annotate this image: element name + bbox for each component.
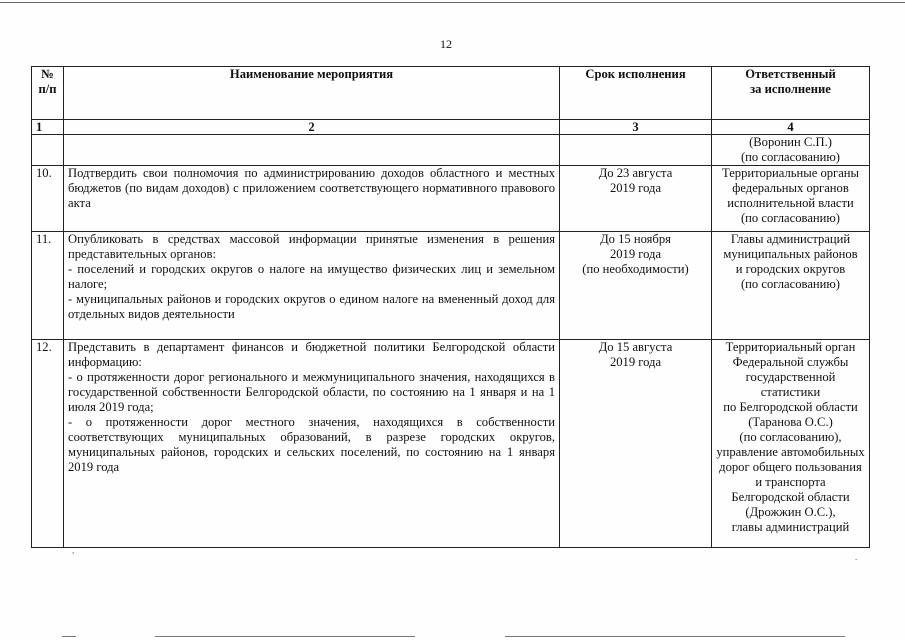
table-row bbox=[32, 340, 870, 548]
responsible: Территориальные органы федеральных органов исполнительной власти (по согласованию) bbox=[712, 166, 870, 232]
table-row bbox=[32, 232, 870, 340]
header-term: Срок исполнения bbox=[560, 67, 712, 120]
deadline: До 15 августа 2019 года bbox=[560, 340, 712, 548]
measure-paragraph: - поселений и городских округов о налоге на имущество физических лиц и земельном налоге; bbox=[68, 262, 555, 291]
measure-paragraph: Опубликовать в средствах массовой информации принятые изменения в решения представительных органов: bbox=[68, 232, 555, 261]
column-number: 2 bbox=[64, 120, 560, 135]
measure-name bbox=[64, 135, 560, 166]
header-resp: Ответственный за исполнение bbox=[712, 67, 870, 120]
responsible: Главы администраций муниципальных районов и городских округов (по согласованию) bbox=[712, 232, 870, 340]
measure-paragraph: Представить в департамент финансов и бюджетной политики Белгородской области информацию: bbox=[68, 340, 555, 369]
row-number bbox=[32, 135, 64, 166]
deadline bbox=[560, 135, 712, 166]
table-header-row bbox=[32, 67, 870, 120]
scan-speck: , bbox=[72, 545, 75, 555]
responsible: Территориальный орган Федеральной службы государственной статистики по Белгородской области (Таранова О.С.) (по согласованию), управление автомобильных дорог общего пользования и транспорта Белгородской области (Дрожжин О.С.), главы администраций bbox=[712, 340, 870, 548]
measure-name bbox=[64, 232, 560, 340]
row-number: 11. bbox=[32, 232, 64, 340]
header-name: Наименование мероприятия bbox=[64, 67, 560, 120]
measure-paragraph: Подтвердить свои полномочия по администрированию доходов областного и местных бюджетов (по видам доходов) с приложением соответствующего нормативного правового акта bbox=[68, 166, 555, 210]
header-num: № п/п bbox=[32, 67, 64, 120]
deadline: До 15 ноября 2019 года (по необходимости) bbox=[560, 232, 712, 340]
scan-edge-line bbox=[0, 2, 905, 3]
measures-table bbox=[31, 66, 870, 548]
row-number: 12. bbox=[32, 340, 64, 548]
measure-name bbox=[64, 340, 560, 548]
column-number: 4 bbox=[712, 120, 870, 135]
deadline: До 23 августа 2019 года bbox=[560, 166, 712, 232]
measure-name bbox=[64, 166, 560, 232]
table-row bbox=[32, 135, 870, 166]
measure-paragraph: - о протяженности дорог местного значения, находящихся в собственности соответствующих муниципальных образований, в разрезе городских округов, муниципальных районов, городских и сельских поселений, по состоянию на 1 января 2019 года bbox=[68, 415, 555, 474]
column-number: 3 bbox=[560, 120, 712, 135]
row-number: 10. bbox=[32, 166, 64, 232]
measure-paragraph: - муниципальных районов и городских округов о едином налоге на вмененный доход для отдельных видов деятельности bbox=[68, 292, 555, 321]
scan-edge-line bbox=[155, 636, 415, 637]
measure-paragraph: - о протяженности дорог регионального и межмуниципального значения, находящихся в государственной собственности Белгородской области, по состоянию на 1 января и на 1 июля 2019 года; bbox=[68, 370, 555, 414]
scan-edge-line bbox=[62, 636, 76, 637]
column-number-row bbox=[32, 120, 870, 135]
page-number: 12 bbox=[440, 37, 452, 51]
table-row bbox=[32, 166, 870, 232]
responsible: (Воронин С.П.) (по согласованию) bbox=[712, 135, 870, 166]
scan-speck: . bbox=[855, 552, 858, 562]
scan-edge-line bbox=[505, 636, 845, 637]
column-number: 1 bbox=[32, 120, 64, 135]
